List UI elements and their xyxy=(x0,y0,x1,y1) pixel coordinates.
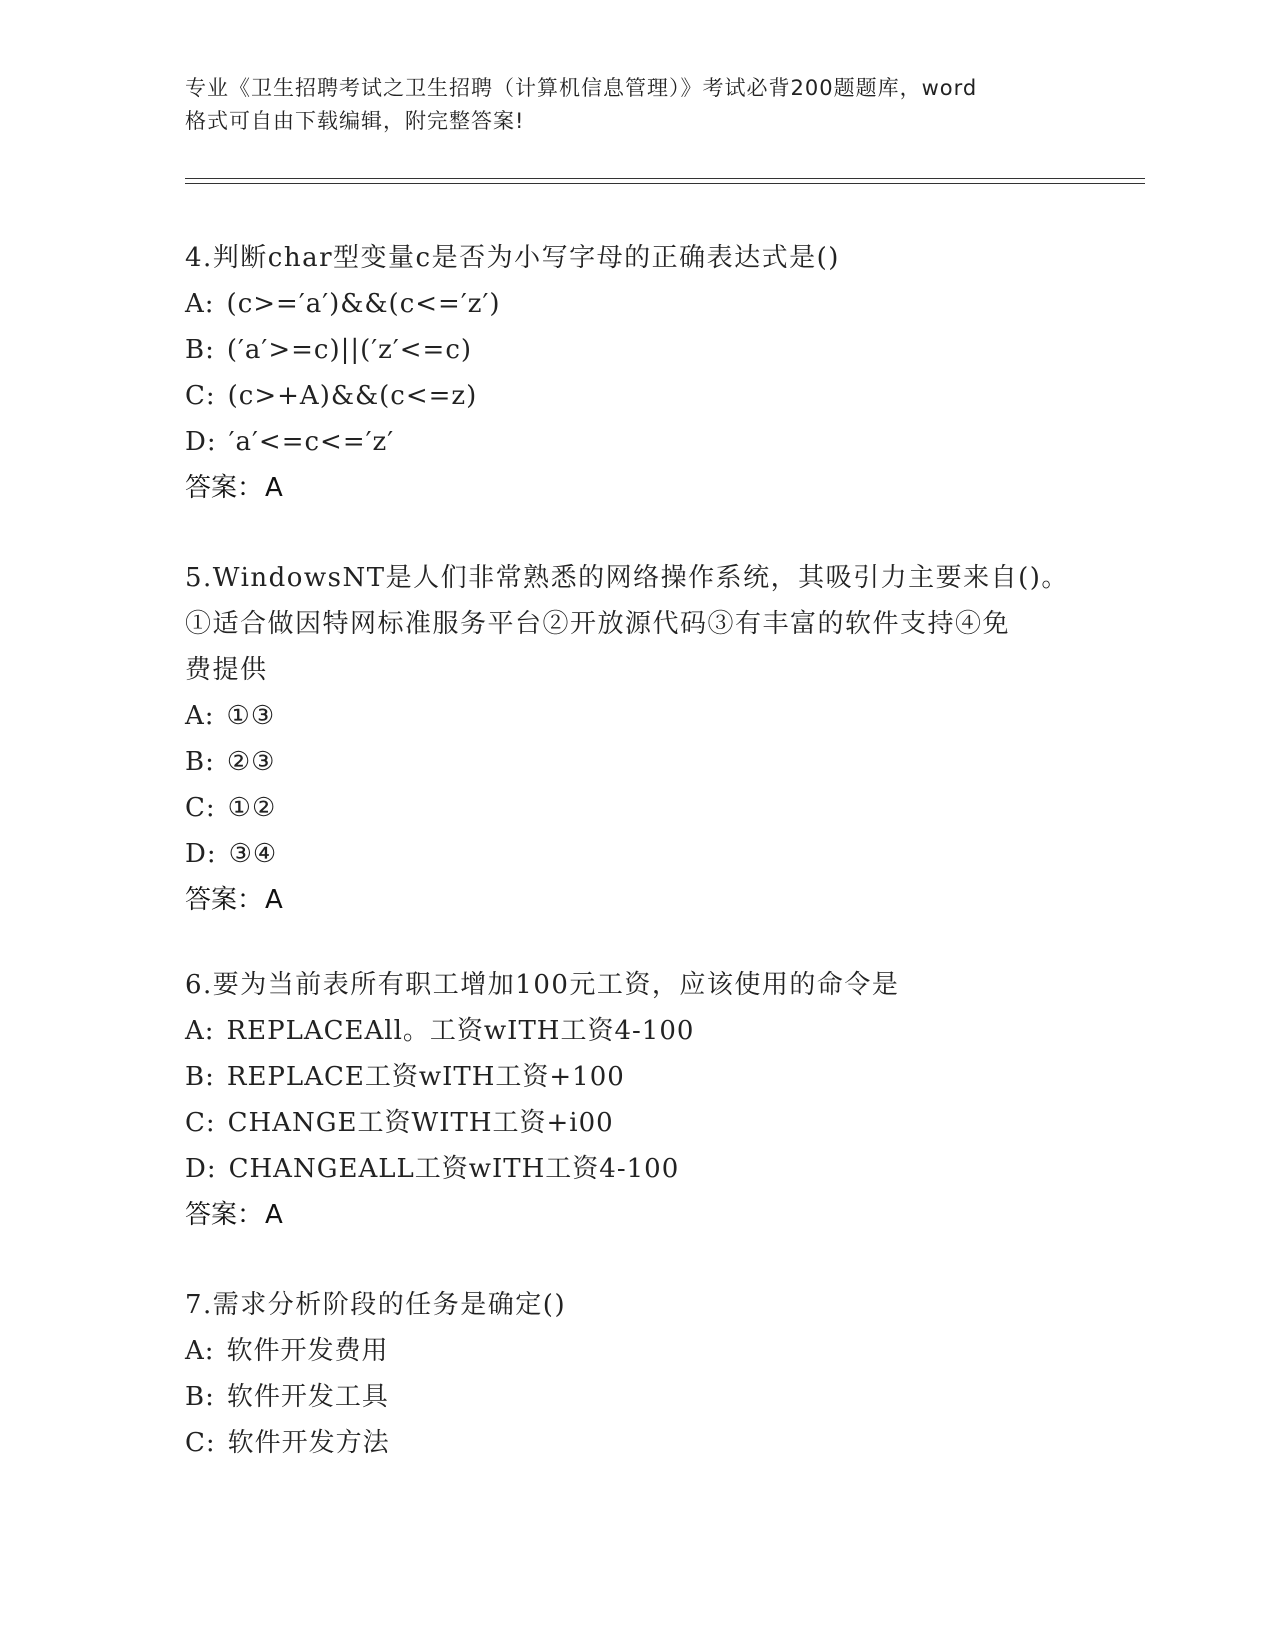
option-d xyxy=(185,419,1085,465)
option-letter: D: xyxy=(185,427,217,457)
option-text: ′a′<=c<=′z′ xyxy=(228,427,395,457)
option-letter: B: xyxy=(185,1062,215,1092)
option-d xyxy=(185,831,1085,877)
option-text: (′a′>=c)||(′z′<=c) xyxy=(226,335,473,365)
question-text-line-3: 费提供 xyxy=(185,655,268,685)
option-b xyxy=(185,327,1085,373)
option-text: CHANGEALL工资wITH工资4-100 xyxy=(228,1154,680,1184)
answer-label: 答案： xyxy=(185,1200,264,1230)
question-text: 4.判断char型变量c是否为小写字母的正确表达式是() xyxy=(185,243,840,273)
answer-line xyxy=(185,1192,1085,1238)
question-6 xyxy=(185,962,1085,1238)
option-text: (c>=′a′)&&(c<=′z′) xyxy=(226,289,501,319)
answer-label: 答案： xyxy=(185,885,264,915)
question-4 xyxy=(185,235,1085,511)
answer-value: A xyxy=(265,473,283,503)
option-text: ①③ xyxy=(226,701,276,731)
question-text: 6.要为当前表所有职工增加100元工资，应该使用的命令是 xyxy=(185,970,900,1000)
option-letter: C: xyxy=(185,793,216,823)
option-c xyxy=(185,1100,1085,1146)
option-letter: D: xyxy=(185,839,217,869)
option-c xyxy=(185,373,1085,419)
question-5 xyxy=(185,555,1085,923)
option-c xyxy=(185,1420,1085,1466)
option-text: CHANGE工资WITH工资+i00 xyxy=(227,1108,614,1138)
header-divider-bottom xyxy=(185,183,1145,184)
answer-line xyxy=(185,465,1085,511)
document-header xyxy=(185,72,1085,138)
answer-label: 答案： xyxy=(185,473,264,503)
option-text: 软件开发方法 xyxy=(227,1428,390,1458)
option-a xyxy=(185,1328,1085,1374)
option-letter: C: xyxy=(185,381,216,411)
option-a xyxy=(185,693,1085,739)
option-letter: A: xyxy=(185,1016,215,1046)
question-text-line-1: 5.WindowsNT是人们非常熟悉的网络操作系统，其吸引力主要来自()。 xyxy=(185,563,1069,593)
question-text-line-2: ①适合做因特网标准服务平台②开放源代码③有丰富的软件支持④免 xyxy=(185,609,1011,639)
option-text: (c>+A)&&(c<=z) xyxy=(227,381,478,411)
option-letter: D: xyxy=(185,1154,217,1184)
option-letter: A: xyxy=(185,701,215,731)
option-text: ③④ xyxy=(228,839,278,869)
question-text: 7.需求分析阶段的任务是确定() xyxy=(185,1290,567,1320)
header-line-2: 格式可自由下载编辑，附完整答案! xyxy=(185,109,525,133)
option-text: REPLACE工资wITH工资+100 xyxy=(226,1062,625,1092)
option-text: REPLACEAll。工资wITH工资4-100 xyxy=(226,1016,695,1046)
option-letter: B: xyxy=(185,1382,215,1412)
option-letter: C: xyxy=(185,1428,216,1458)
option-text: 软件开发费用 xyxy=(226,1336,389,1366)
option-letter: B: xyxy=(185,335,215,365)
option-b xyxy=(185,1374,1085,1420)
header-divider-top xyxy=(185,178,1145,179)
option-text: ②③ xyxy=(226,747,276,777)
option-letter: B: xyxy=(185,747,215,777)
option-c xyxy=(185,785,1085,831)
answer-value: A xyxy=(265,1200,283,1230)
answer-line xyxy=(185,877,1085,923)
option-a xyxy=(185,1008,1085,1054)
option-text: ①② xyxy=(227,793,277,823)
answer-value: A xyxy=(265,885,283,915)
header-line-1: 专业《卫生招聘考试之卫生招聘（计算机信息管理）》考试必背200题题库，word xyxy=(185,76,978,100)
question-7 xyxy=(185,1282,1085,1466)
option-text: 软件开发工具 xyxy=(226,1382,389,1412)
option-letter: C: xyxy=(185,1108,216,1138)
option-letter: A: xyxy=(185,289,215,319)
option-a xyxy=(185,281,1085,327)
option-d xyxy=(185,1146,1085,1192)
option-b xyxy=(185,1054,1085,1100)
option-b xyxy=(185,739,1085,785)
option-letter: A: xyxy=(185,1336,215,1366)
